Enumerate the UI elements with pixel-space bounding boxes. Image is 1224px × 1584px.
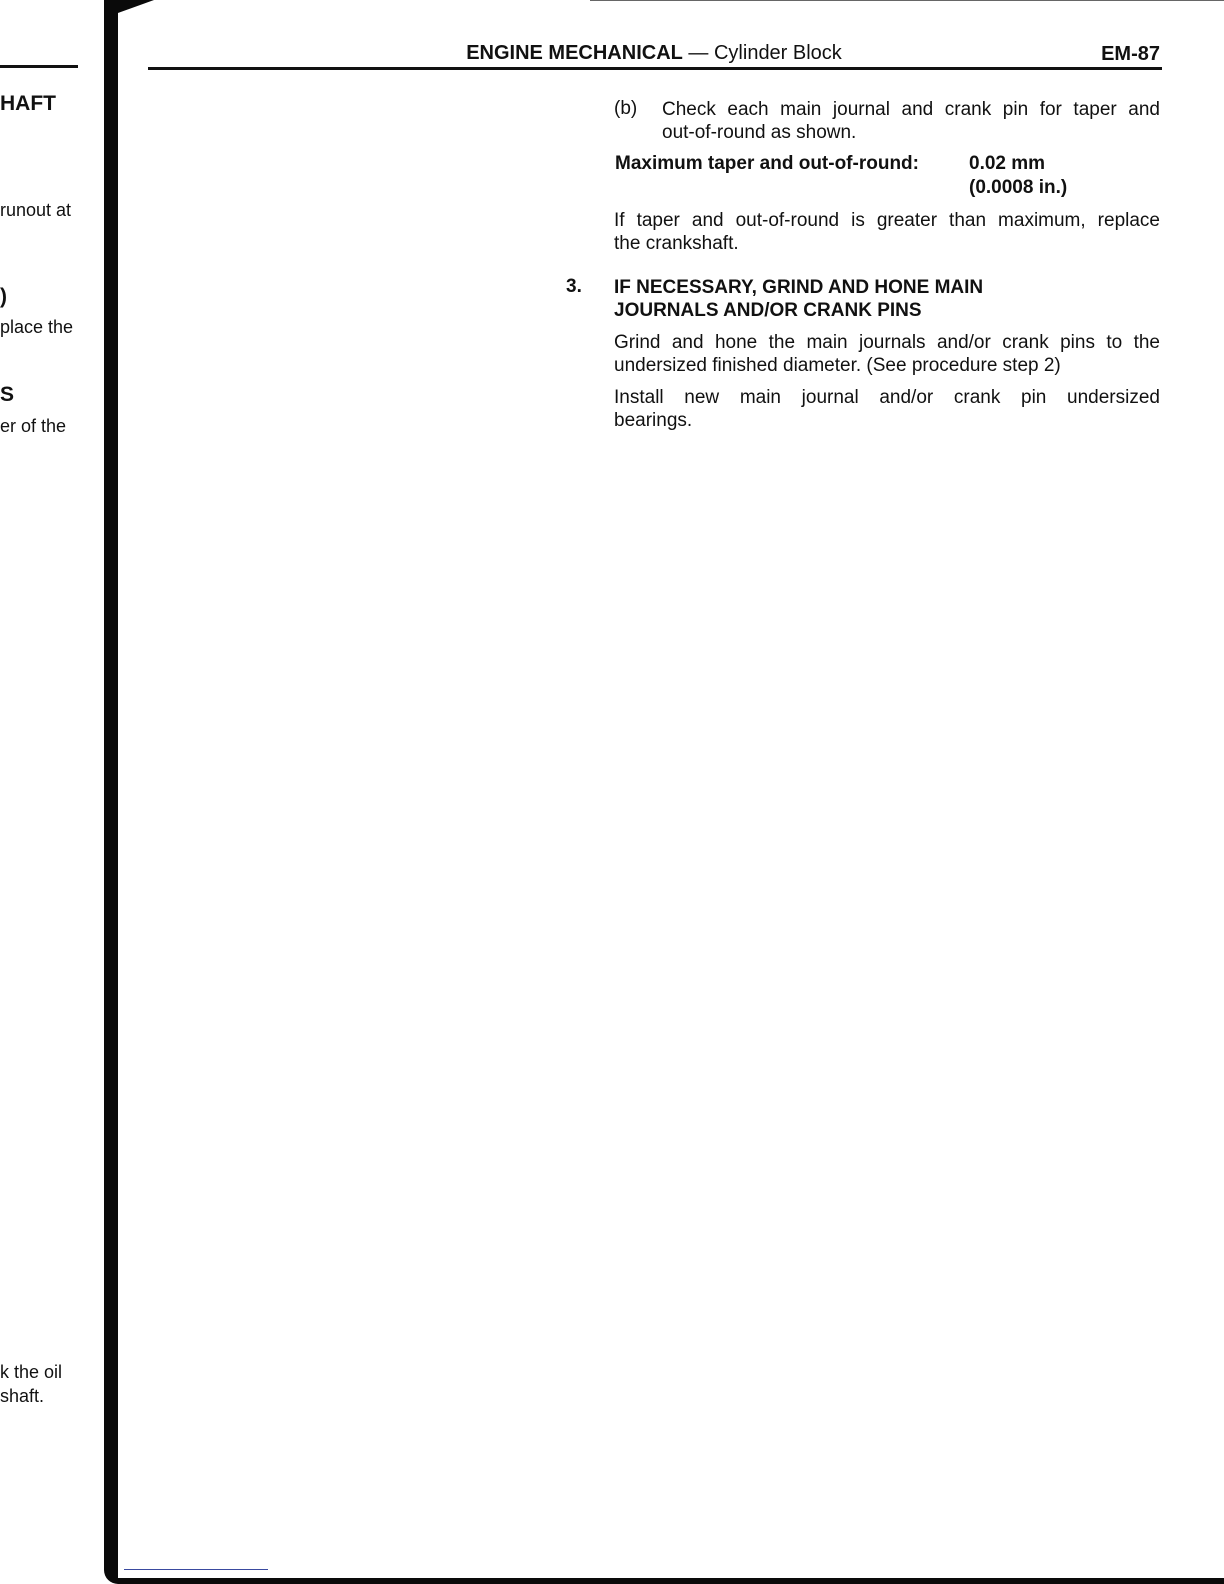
step-3-paragraph-line: Install new main journal and/or crank pin undersized [614, 387, 1160, 408]
left-page-header-rule [0, 65, 78, 68]
left-fragment: runout at [0, 200, 72, 220]
section-title: ENGINE MECHANICAL [466, 42, 683, 64]
left-fragment: shaft. [0, 1386, 45, 1406]
left-fragment: k the oil [0, 1362, 63, 1382]
step-b-line: Check each main journal and crank pin for taper and [662, 99, 1160, 120]
page-top-edge [590, 0, 1224, 1]
taper-note-line: If taper and out-of-round is greater than maximum, replace [614, 210, 1160, 231]
left-fragment: er of the [0, 416, 67, 436]
left-fragment: HAFT [0, 92, 56, 115]
page-bottom-edge [118, 1578, 1224, 1584]
left-fragment: place the [0, 317, 74, 337]
left-fragment: S [0, 383, 15, 406]
step-3-heading [614, 276, 1134, 322]
page-number: EM-87 [1101, 43, 1160, 65]
step-b-line: out-of-round as shown. [662, 122, 857, 143]
step-b-text [662, 98, 1160, 144]
step-3-paragraph-line: Grind and hone the main journals and/or crank pins to the [614, 332, 1160, 353]
left-page-sliver [0, 0, 104, 1584]
step-3-paragraph [614, 386, 1160, 432]
page-title [148, 42, 1160, 65]
title-separator: — [682, 42, 714, 64]
step-3-paragraph [614, 331, 1160, 377]
step-b-label: (b) [614, 98, 638, 119]
binding-gutter [104, 0, 118, 1584]
left-fragment: ) [0, 285, 7, 308]
spec-label: Maximum taper and out-of-round: [615, 153, 919, 174]
header-rule [148, 67, 1162, 70]
step-3-paragraph-line: undersized finished diameter. (See procedure step 2) [614, 355, 1061, 376]
spec-value-mm: 0.02 mm [969, 153, 1046, 174]
subsection-title: Cylinder Block [713, 42, 842, 64]
taper-note-line: the crankshaft. [614, 233, 739, 254]
step-3-heading-line: JOURNALS AND/OR CRANK PINS [614, 300, 922, 321]
step-3-heading-line: IF NECESSARY, GRIND AND HONE MAIN [614, 277, 984, 298]
binding-gutter-cap [104, 0, 154, 18]
spec-value-in: (0.0008 in.) [969, 177, 1068, 198]
page-bottom-mark [124, 1569, 268, 1570]
taper-note [614, 209, 1160, 255]
step-3-paragraph-line: bearings. [614, 410, 693, 431]
step-3-number: 3. [566, 276, 582, 297]
page-header [148, 42, 1160, 68]
